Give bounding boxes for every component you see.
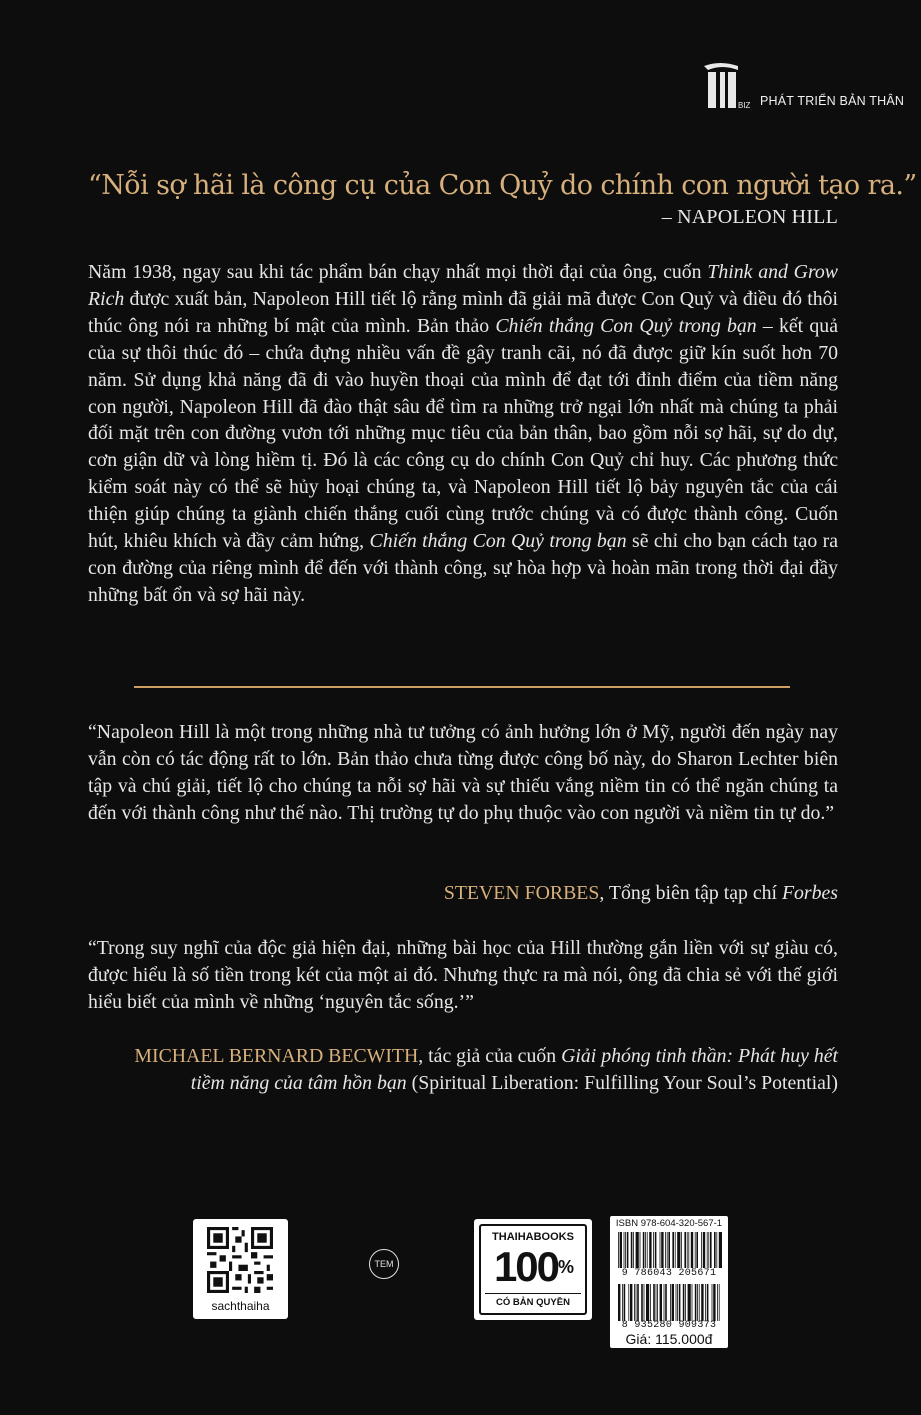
barcode-number: 9 786043 205671 <box>621 1268 717 1279</box>
barcode-bar <box>631 1232 633 1268</box>
reviewer-book-title: Giải phóng tinh thần: Phát huy hết tiềm năng của tâm hồn bạn <box>190 1045 838 1094</box>
barcode-bar <box>649 1232 651 1268</box>
barcode-icon <box>616 1284 722 1321</box>
barcode-bar <box>688 1232 689 1268</box>
barcode-bar <box>697 1284 698 1321</box>
publisher-logo <box>700 60 905 120</box>
barcode-bar <box>624 1284 626 1321</box>
section-divider <box>134 686 790 688</box>
barcode-bar <box>660 1232 661 1268</box>
barcode-bar <box>653 1232 654 1268</box>
copyright-badge <box>474 1219 592 1320</box>
barcode-bar <box>667 1232 668 1268</box>
barcode-bar <box>640 1232 641 1268</box>
barcode-bar <box>703 1232 705 1268</box>
barcode-bar <box>646 1284 649 1321</box>
review-quote: “Napoleon Hill là một trong những nhà tư tưởng có ảnh hưởng lớn ở Mỹ, người đến ngày nay vẫn còn có tác động rất to lớn. Bản thảo chưa từng được công bố này, do Sharon Lechter biên tập và chú giải, tiết lộ cho chúng ta nỗi sợ hãi và sự thiếu vắng niềm tin có thể ngăn chúng ta đến với thành công như thế nào. Thị trường tự do phụ thuộc vào con người và niềm tin tự do.” <box>88 721 838 824</box>
barcode-bar <box>656 1284 657 1321</box>
barcode-bar <box>676 1284 677 1321</box>
barcode-bar <box>644 1284 645 1321</box>
barcode-bar <box>701 1284 703 1321</box>
barcode-bar <box>685 1284 686 1321</box>
barcode-bar <box>637 1284 639 1321</box>
reviewer-name: STEVEN FORBES <box>443 882 600 904</box>
barcode-bar <box>683 1284 685 1321</box>
barcode-bar <box>713 1284 715 1321</box>
badge-brand: THAIHABOOKS <box>492 1231 574 1243</box>
barcode-bar <box>688 1284 691 1321</box>
barcode-bar <box>692 1284 693 1321</box>
stamp-icon: TEM <box>369 1249 399 1279</box>
barcode-bar <box>634 1284 635 1321</box>
barcode-bar <box>705 1284 706 1321</box>
book-title: Chiến thắng Con Quỷ trong bạn <box>495 314 757 337</box>
barcode-bar <box>618 1284 620 1321</box>
badge-number: 100% <box>493 1243 573 1290</box>
barcode-bar <box>691 1232 693 1268</box>
barcode-bar <box>647 1232 648 1268</box>
logo-mark-text: BIZ <box>738 101 751 110</box>
barcode-bar <box>681 1232 682 1268</box>
barcode-number: 8 935280 909373 <box>621 1320 717 1331</box>
barcode-bar <box>655 1232 657 1268</box>
reviewer-name: MICHAEL BERNARD BECWITH <box>134 1045 419 1067</box>
barcode-bar <box>636 1284 637 1321</box>
barcode-bar <box>687 1232 688 1268</box>
barcode-bar <box>653 1284 655 1321</box>
barcode-bar <box>661 1232 663 1268</box>
price: Giá: 115.000đ <box>625 1331 713 1347</box>
barcode-bar <box>670 1284 671 1321</box>
qr-code-icon <box>207 1227 273 1293</box>
barcode-bar <box>716 1232 717 1268</box>
review-attribution: STEVEN FORBES, Tổng biên tập tạp chí Forbes <box>443 882 838 904</box>
barcode-bar <box>660 1284 662 1321</box>
barcode-bar <box>677 1284 678 1321</box>
barcode-bar <box>675 1232 676 1268</box>
isbn-text: ISBN 978-604-320-567-1 <box>615 1218 723 1229</box>
barcode-bar <box>695 1232 696 1268</box>
barcode-bar <box>643 1232 645 1268</box>
barcode-bar <box>636 1232 639 1268</box>
barcode-bar <box>677 1232 680 1268</box>
barcode-bar <box>695 1284 697 1321</box>
barcode-bar <box>672 1284 674 1321</box>
barcode-bar <box>699 1284 700 1321</box>
barcode-bar <box>627 1232 629 1268</box>
review-quote: “Trong suy nghĩ của độc giả hiện đại, những bài học của Hill thường gắn liền với sự giàu có, được hiểu là số tiền trong két của một ai đó. Nhưng thực ra mà nói, ông đã chia sẻ với thế giới hiểu biết của mình về những ‘nguyên tắc sống.’” <box>88 937 838 1013</box>
barcode-bar <box>696 1232 698 1268</box>
epigraph-author: – NAPOLEON HILL <box>661 206 838 228</box>
barcode-bar <box>719 1284 720 1321</box>
barcode-icon <box>616 1232 722 1268</box>
badge-subtitle: CÓ BẢN QUYỀN <box>485 1293 581 1308</box>
barcode-bar <box>665 1232 666 1268</box>
category-label: PHÁT TRIỂN BẢN THÂN <box>760 94 905 108</box>
barcode-bar <box>624 1232 625 1268</box>
epigraph-quote: “Nỗi sợ hãi là công cụ của Con Quỷ do chính con người tạo ra.” <box>88 170 917 201</box>
barcode-bar <box>633 1232 634 1268</box>
barcode-bar <box>714 1232 716 1268</box>
barcode-bar <box>668 1232 670 1268</box>
qr-code[interactable] <box>193 1219 288 1319</box>
badge-frame <box>479 1224 587 1315</box>
barcode-bar <box>622 1284 623 1321</box>
qr-label: sachthaiha <box>211 1299 270 1313</box>
barcode-bar <box>679 1284 681 1321</box>
barcode-bar <box>620 1232 622 1268</box>
barcode-bar <box>710 1232 712 1268</box>
barcode-bar <box>630 1284 632 1321</box>
barcode-bar <box>641 1284 643 1321</box>
barcode-bar <box>618 1232 619 1268</box>
barcode-bar <box>645 1232 646 1268</box>
barcode-bar <box>708 1232 709 1268</box>
barcode-bar <box>672 1232 674 1268</box>
barcode-bar <box>628 1284 629 1321</box>
publisher-logo-icon <box>700 60 752 112</box>
barcode-bar <box>665 1284 667 1321</box>
barcode-bar <box>707 1232 708 1268</box>
barcode-bar <box>650 1284 651 1321</box>
barcode-bar <box>684 1232 686 1268</box>
book-title-think-and-grow-rich: Think and Grow Rich <box>88 261 838 310</box>
book-description: Năm 1938, ngay sau khi tác phẩm bán chạy nhất mọi thời đại của ông, cuốn Think and Grow Rich được xuất bản, Napoleon Hill tiết lộ rằng mình đã giải mã được Con Quỷ và điều đó thôi thúc ông nói ra những bí mật của mình. Bản thảo Chiến thắng Con Quỷ trong bạn – kết quả của sự thôi thúc đó – chứa đựng nhiều vấn đề gây tranh cãi, nó đã được giữ kín suốt hơn 70 năm. Sử dụng khả năng đã đi vào huyền thoại của mình để đạt tới đỉnh điểm của tiềm năng con người, Napoleon Hill đã đào thật sâu để tìm ra những trở ngại lớn nhất mà chúng ta phải đối mặt trên con đường vươn tới những mục tiêu của bản thân, bao gồm nỗi sợ hãi, sự do dự, cơn giận dữ và lòng hiềm tị. Đó là các công cụ do chính Con Quỷ chỉ huy. Các phương thức kiểm soát này có thể sẽ hủy hoại chúng ta, và Napoleon Hill tiết lộ bảy nguyên tắc của cái thiện giúp chúng ta giành chiến thắng cuối cùng trước chúng và có được thành công. Cuốn hút, khiêu khích và đầy cảm hứng, Chiến thắng Con Quỷ trong bạn sẽ chỉ cho bạn cách tạo ra con đường của riêng mình để đến với thành công, sự hòa hợp và hoàn mãn trong thời đại đầy những bất ổn và sợ hãi này. <box>88 261 838 606</box>
barcode-bar <box>701 1232 702 1268</box>
barcode-bar <box>707 1284 709 1321</box>
publication-name: Forbes <box>781 882 838 904</box>
barcode-bar <box>712 1284 713 1321</box>
book-title: Chiến thắng Con Quỷ trong bạn <box>369 530 627 553</box>
barcode-bar <box>664 1284 665 1321</box>
barcode-bar <box>719 1232 722 1268</box>
barcode-bar <box>625 1232 626 1268</box>
review-attribution: MICHAEL BERNARD BECWITH, tác giả của cuốn Giải phóng tinh thần: Phát huy hết tiềm năng của tâm hồn bạn (Spiritual Liberation: Fulfilling Your Soul’s Potential) <box>134 1045 838 1094</box>
barcode-bar <box>657 1284 658 1321</box>
barcode-bar <box>717 1284 718 1321</box>
isbn-barcode-box <box>610 1216 728 1348</box>
